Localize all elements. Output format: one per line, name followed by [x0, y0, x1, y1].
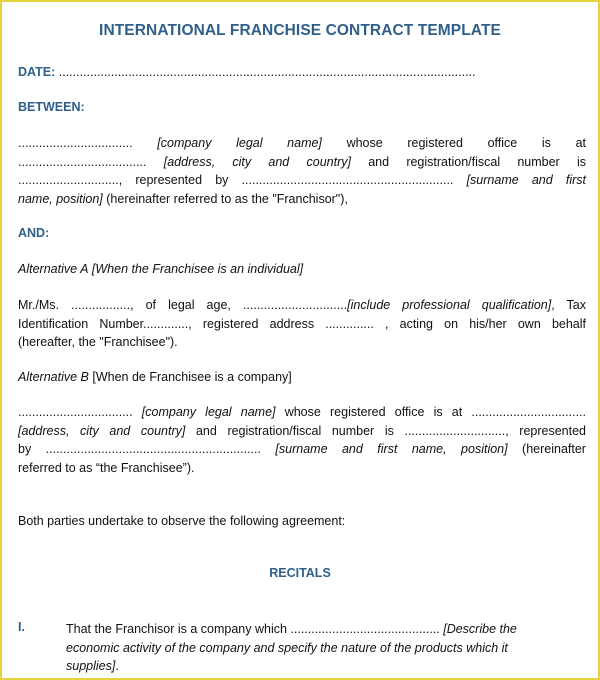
franchisor-dots-4: .............................................................: [241, 173, 454, 187]
alt-b-text-2: and registration/fiscal number is ............................., represented: [195, 423, 586, 438]
alternative-a-label: Alternative A: [18, 262, 89, 276]
alternative-b-heading: [18, 368, 586, 387]
alt-b-dots-1: .................................: [18, 405, 133, 419]
recital-number: I.: [18, 620, 25, 634]
recital-end: .: [115, 659, 119, 673]
alt-b-line-2: [18, 422, 586, 441]
franchisor-dots-1: .................................: [18, 136, 133, 150]
alt-a-line-3: (hereafter, the "Franchisee").: [18, 335, 178, 349]
recital-placeholder-c: supplies]: [66, 659, 116, 673]
address-placeholder: [address, city and country]: [163, 154, 351, 169]
representative-placeholder: [surname and first: [466, 173, 586, 187]
franchisor-line-3: [18, 171, 586, 190]
recital-placeholder-b: economic activity of the company and specify the nature of the products which it: [66, 640, 508, 655]
alt-b-line-4: referred to as “the Franchisee”).: [18, 460, 195, 475]
date-label: DATE:: [18, 65, 56, 79]
qualification-placeholder: [include professional qualification]: [347, 298, 552, 312]
franchisor-dots-3: ............................., represented by: [18, 173, 229, 187]
alternative-b-note: [When de Franchisee is a company]: [92, 370, 292, 384]
recital-text: That the Franchisor is a company which ...........................................: [66, 622, 440, 636]
alt-a-line-1: [18, 296, 586, 315]
alt-a-text-1b: , Tax: [551, 298, 587, 312]
and-label: AND:: [18, 226, 50, 240]
franchisor-text-4: (hereinafter referred to as the "Franchisor"),: [106, 191, 348, 206]
alt-a-text-1: Mr./Ms. ................., of legal age, ..............................: [18, 298, 348, 312]
alternative-a-paragraph: [18, 296, 586, 352]
agreement-sentence: Both parties undertake to observe the following agreement:: [18, 514, 346, 528]
alt-b-line-1: [18, 403, 586, 422]
franchisor-text-2: and registration/fiscal number is: [368, 154, 586, 169]
franchisor-line-1: [18, 134, 586, 153]
alternative-a-heading: [18, 260, 586, 279]
alt-b-text-3b: (hereinafter: [522, 442, 586, 456]
alt-b-text-1: whose registered office is at .................................: [284, 405, 586, 419]
franchisor-dots-2: .....................................: [18, 154, 147, 169]
alt-b-address-placeholder: [address, city and country]: [18, 423, 186, 438]
franchisor-paragraph: [18, 134, 586, 208]
recital-item: [66, 620, 536, 676]
alternative-b-label: Alternative B: [18, 370, 89, 384]
franchisor-line-2: [18, 153, 586, 172]
franchisor-text-1: whose registered office is at: [346, 136, 586, 150]
company-legal-name-placeholder: [company legal name]: [157, 136, 322, 150]
between-label: BETWEEN:: [18, 100, 85, 114]
document-title: INTERNATIONAL FRANCHISE CONTRACT TEMPLATE: [99, 22, 501, 39]
date-dots: ........................................................................................................................: [58, 65, 476, 79]
representative-placeholder-cont: name, position]: [18, 191, 103, 206]
alt-a-line-2: Identification Number............., registered address .............. , acting on his/her own behalf: [18, 316, 586, 331]
franchisor-line-4: [18, 190, 586, 209]
recital-placeholder-a: [Describe the: [443, 622, 517, 636]
alternative-b-paragraph: [18, 403, 586, 477]
alt-b-representative-placeholder: [surname and first name, position]: [275, 442, 508, 456]
alt-b-text-3a: by ..............................................................: [18, 442, 261, 456]
recitals-heading: RECITALS: [269, 566, 331, 580]
alternative-a-note: [When the Franchisee is an individual]: [91, 262, 304, 276]
alt-b-company-placeholder: [company legal name]: [141, 405, 276, 419]
date-line: [18, 63, 586, 82]
alt-b-line-3: [18, 440, 586, 459]
